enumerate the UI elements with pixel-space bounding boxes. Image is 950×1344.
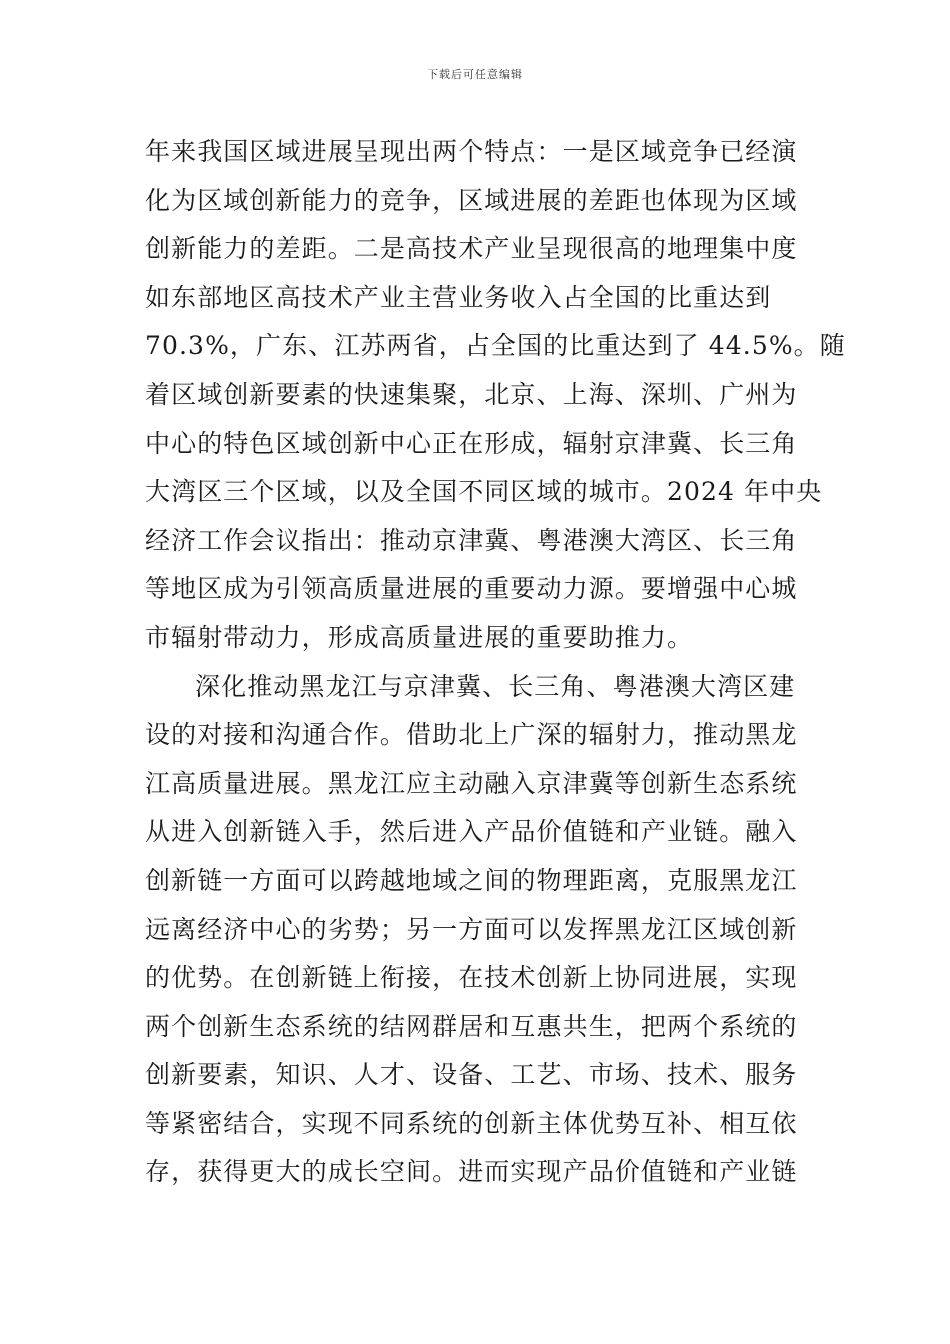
text-line: 年来我国区域进展呈现出两个特点：一是区域竞争已经演 bbox=[145, 137, 798, 166]
text-line: 市辐射带动力，形成高质量进展的重要助推力。 bbox=[145, 622, 694, 652]
text-line: 从进入创新链入手，然后进入产品价值链和产业链。融入 bbox=[145, 817, 798, 847]
text-line: 存，获得更大的成长空间。进而实现产品价值链和产业链 bbox=[145, 1157, 798, 1187]
text-line: 两个创新生态系统的结网群居和互惠共生，把两个系统的 bbox=[145, 1011, 798, 1041]
text-line: 创新能力的差距。二是高技术产业呈现很高的地理集中度 bbox=[145, 234, 798, 264]
text-line: 创新链一方面可以跨越地域之间的物理距离，克服黑龙江 bbox=[145, 865, 798, 895]
text-line: 大湾区三个区域，以及全国不同区域的城市。2024 年中央 bbox=[145, 477, 823, 507]
text-line: 创新要素，知识、人才、设备、工艺、市场、技术、服务 bbox=[145, 1060, 798, 1090]
text-line: 着区域创新要素的快速集聚，北京、上海、深圳、广州为 bbox=[145, 379, 798, 409]
text-line: 等地区成为引领高质量进展的重要动力源。要增强中心城 bbox=[145, 574, 798, 604]
text-line: 远离经济中心的劣势；另一方面可以发挥黑龙江区域创新 bbox=[145, 914, 798, 944]
text-line: 的优势。在创新链上衔接，在技术创新上协同进展，实现 bbox=[145, 963, 798, 993]
text-line: 等紧密结合，实现不同系统的创新主体优势互补、相互依 bbox=[145, 1108, 798, 1138]
text-line: 中心的特色区域创新中心正在形成，辐射京津冀、长三角 bbox=[145, 428, 798, 458]
text-line: 设的对接和沟通合作。借助北上广深的辐射力，推动黑龙 bbox=[145, 720, 798, 750]
text-line: 江高质量进展。黑龙江应主动融入京津冀等创新生态系统 bbox=[145, 768, 798, 798]
text-line: 化为区域创新能力的竞争，区域进展的差距也体现为区域 bbox=[145, 185, 798, 215]
text-line: 如东部地区高技术产业主营业务收入占全国的比重达到 bbox=[145, 282, 772, 312]
header-note: 下载后可任意编辑 bbox=[427, 68, 523, 81]
body-text bbox=[145, 128, 846, 1197]
text-line: 70.3%，广东、江苏两省，占全国的比重达到了 44.5%。随 bbox=[145, 331, 846, 361]
text-line: 经济工作会议指出：推动京津冀、粤港澳大湾区、长三角 bbox=[145, 525, 798, 555]
text-line: 深化推动黑龙江与京津冀、长三角、粤港澳大湾区建 bbox=[195, 671, 796, 701]
